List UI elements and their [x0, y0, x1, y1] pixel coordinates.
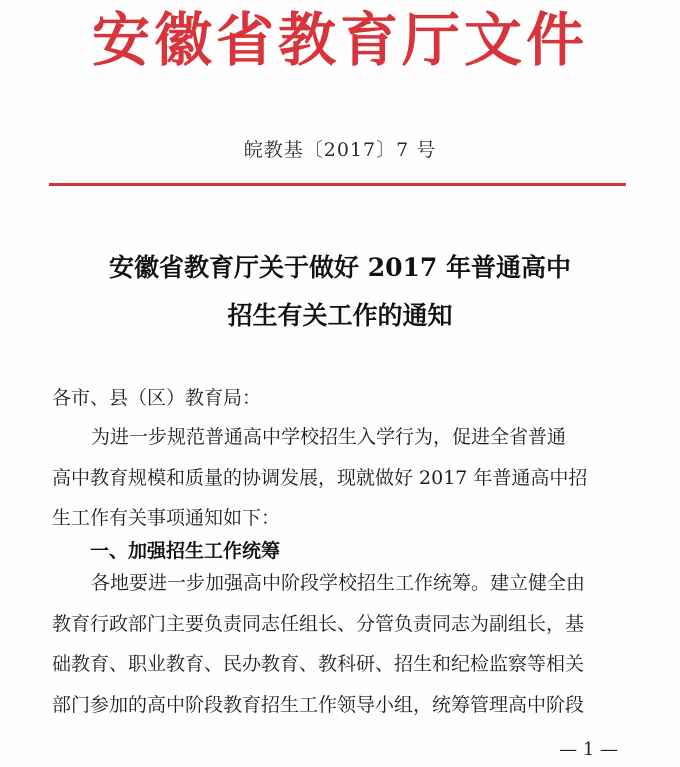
section-1-line-1: 各地要进一步加强高中阶段学校招生工作统筹。建立健全由: [91, 572, 586, 594]
section-1-line-3: 础教育、职业教育、民办教育、教科研、招生和纪检监察等相关: [52, 653, 585, 675]
section-1-paragraph: [52, 563, 638, 725]
agency-header-title: 安徽省教育厅文件: [91, 6, 588, 74]
intro-line-3: 生工作有关事项通知如下：: [52, 507, 281, 529]
intro-line-2: 高中教育规模和质量的协调发展，现就做好 2017 年普通高中招: [52, 466, 588, 489]
section-1-line-2: 教育行政部门主要负责同志任组长、分管负责同志为副组长，基: [52, 612, 585, 635]
intro-paragraph: [52, 417, 638, 539]
intro-line-1: 为进一步规范普通高中学校招生入学行为，促进全省普通: [91, 426, 567, 448]
notice-title-line-1: 安徽省教育厅关于做好 2017 年普通高中: [109, 253, 571, 282]
document-number: 皖教基〔2017〕7 号: [243, 139, 437, 161]
red-header-rule: [49, 183, 626, 186]
section-1-line-4: 部门参加的高中阶段教育招生工作领导小组，统筹管理高中阶段: [52, 693, 585, 716]
section-1-heading: 一、加强招生工作统筹: [90, 540, 281, 562]
notice-title: [0, 244, 680, 340]
page-number: — 1 —: [559, 739, 618, 760]
addressee: 各市、县（区）教育局：: [52, 387, 262, 409]
notice-title-line-2: 招生有关工作的通知: [227, 301, 453, 330]
